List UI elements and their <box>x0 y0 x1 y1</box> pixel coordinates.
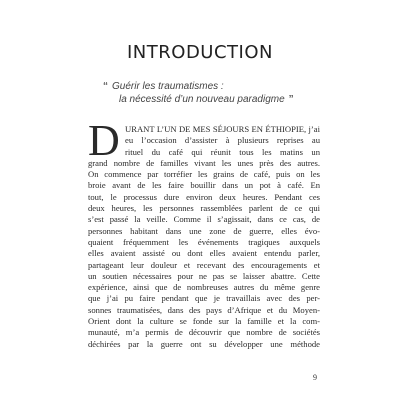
body-line: tout, le processus dure environ deux heures. Pendant ces <box>88 191 320 202</box>
epigraph-line-1: Guérir les traumatismes : <box>112 81 224 92</box>
body-line: Orient dont la culture se fonde sur la famille et la com- <box>88 316 320 327</box>
body-line: que j’ai pu faire pendant que je travaillais avec des per- <box>88 293 320 304</box>
body-line: partageant leur douleur et recevant des encouragements et <box>88 259 320 270</box>
body-line: sonnes traumatisées, dans des pays d’Afrique et du Moyen- <box>88 304 320 315</box>
epigraph-line-2: la nécessité d’un nouveau paradigme <box>119 94 285 105</box>
body-line: elles avaient assisté ou dont elles avaient entendu parler, <box>88 248 320 259</box>
body-line: grand nombre de familles vivant les unes près des autres. <box>88 157 320 168</box>
body-line: s’est passé la veille. Comme il s’agissait, dans ce cas, de <box>88 214 320 225</box>
page-number: 9 <box>313 373 317 382</box>
chapter-title: INTRODUCTION <box>127 42 273 63</box>
body-line: déchirées par la guerre ont su développer une méthode <box>88 338 320 349</box>
body-line: eu l’occasion d’assister à plusieurs reprises au <box>125 135 320 146</box>
body-line: deux heures, les personnes rassemblées parlent de ce qui <box>88 203 320 214</box>
body-line: un soutien nécessaires pour ne pas se laisser abattre. Cette <box>88 270 320 281</box>
chapter-epigraph <box>103 80 323 106</box>
body-line: broie avant de les faire bouillir dans un pot à café. En <box>88 180 320 191</box>
body-line: quaient fréquemment les événements tragiques auxquels <box>88 236 320 247</box>
epigraph-line <box>103 93 323 106</box>
body-line: personnes habitant dans une zone de guerre, elles évo- <box>88 225 320 236</box>
drop-cap: D <box>88 116 120 165</box>
body-text <box>88 124 320 350</box>
epigraph-line <box>103 80 323 93</box>
body-line: expérience, ainsi que de nombreuses autres du même genre <box>88 282 320 293</box>
open-quote-mark: “ <box>103 81 108 92</box>
body-line: munauté, m’a permis de découvrir que nombre de sociétés <box>88 327 320 338</box>
body-line: On commence par torréfier les grains de café, puis on les <box>88 169 320 180</box>
body-line: URANT L’UN DE MES SÉJOURS EN ÉTHIOPIE, j’ai <box>125 124 320 134</box>
close-quote-mark: ” <box>288 94 294 105</box>
body-line: rituel du café qui réunit tous les matins un <box>125 146 320 157</box>
